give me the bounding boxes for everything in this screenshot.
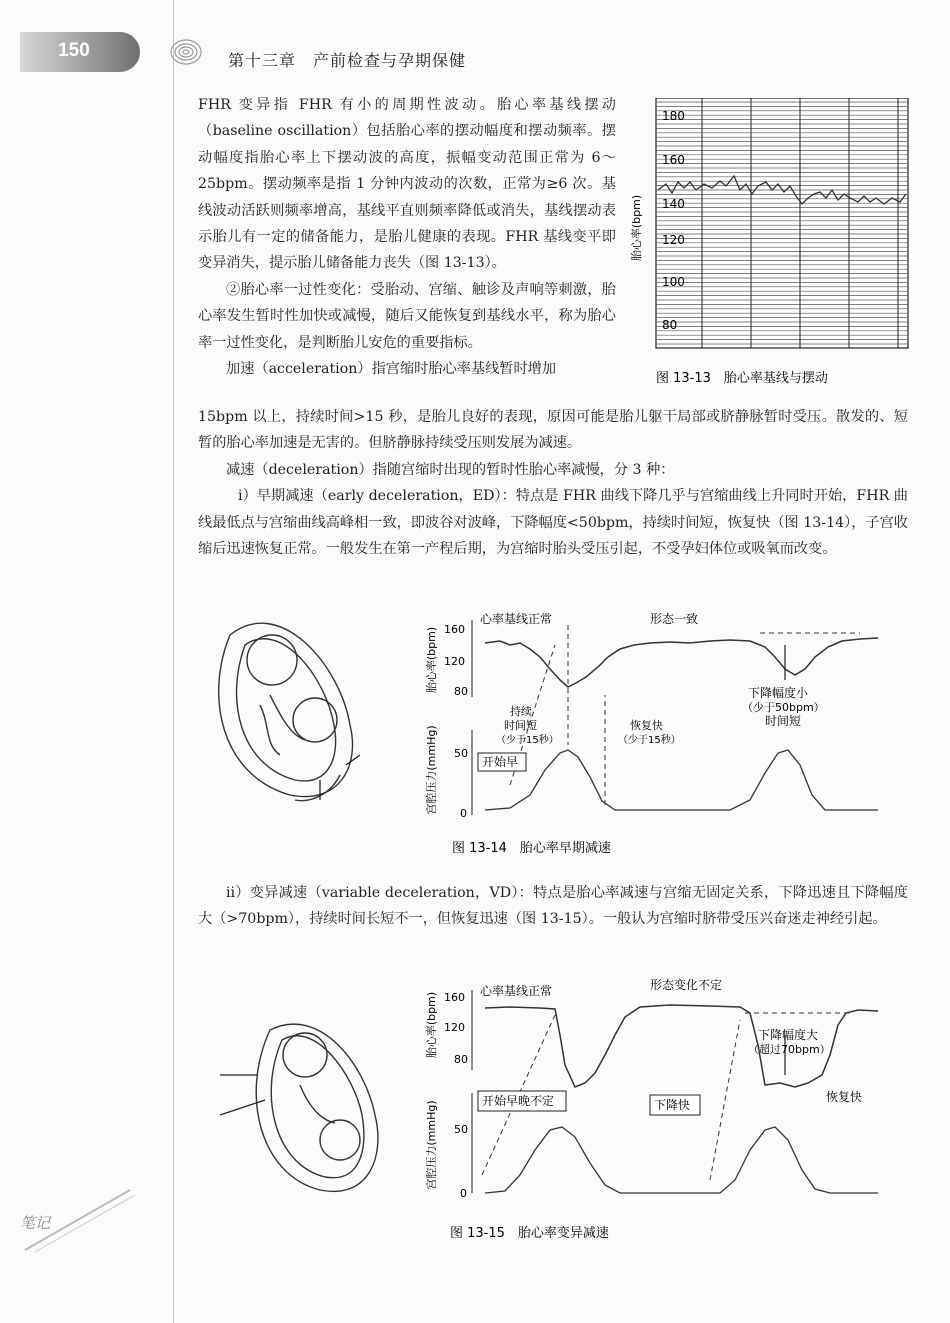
fig15-label-big-2: （超过70bpm） — [748, 1043, 831, 1056]
fig15-ua-trace — [485, 1127, 878, 1193]
decorative-swirl-icon — [168, 34, 204, 70]
text-column-left — [198, 92, 616, 382]
fig14-label-dur-2: 时间短 — [504, 719, 537, 732]
figure-13-14 — [210, 605, 900, 865]
fig15-ylabel-ua: 宫腔压力(mmHg) — [425, 1100, 438, 1190]
margin-note-label: 笔记 — [20, 1214, 51, 1232]
margin-rule — [173, 0, 174, 1323]
fig14-ua-trace — [485, 750, 878, 810]
fig14-label-small-2: （少于50bpm） — [742, 701, 825, 714]
fig14-ylabel-ua: 宫腔压力(mmHg) — [425, 725, 438, 815]
paragraph-variable-deceleration: ⅱ）变异减速（variable deceleration，VD）：特点是胎心率减速与宫缩无固定关系，下降迅速且下降幅度大（>70bpm），持续时间长短不一，但恢复迅速（图 13-15）。一般认为宫缩时脐带受压兴奋迷走神经引起。 — [198, 885, 908, 928]
fig15-tick-0: 0 — [460, 1187, 467, 1200]
fig14-label-dur-1: 持续 — [510, 705, 532, 718]
paragraph-fhr-variability: FHR 变异指 FHR 有小的周期性波动。胎心率基线摆动（baseline oscillation）包括胎心率的摆动幅度和摆动频率。摆动幅度指胎心率上下摆动波的高度，振幅变动范围正常为 6～25bpm。摆动频率是指 1 分钟内波动的次数，正常为≥6 次。基线波动活跃则频率增高，基线平直则频率降低或消失，基线摆动表示胎儿有一定的储备能力，是胎儿健康的表现。FHR 基线变平即变异消失，提示胎儿储备能力丧失（图 13-13）。 — [198, 97, 616, 272]
fig14-label-dur-3: （少于15秒） — [496, 735, 559, 746]
fig14-label-small-1: 下降幅度小 — [748, 686, 809, 700]
chapter-title: 第十三章 产前检查与孕期保健 — [228, 51, 467, 70]
fig15-tick-120: 120 — [444, 1021, 465, 1034]
fig13-tick-160: 160 — [662, 153, 685, 167]
fig14-label-start: 开始早 — [482, 755, 519, 769]
fig13-tick-120: 120 — [662, 233, 685, 247]
fig14-tick-50: 50 — [454, 747, 468, 760]
fig14-caption: 图 13-14 胎心率早期减速 — [452, 841, 611, 856]
fig15-label-normal: 心率基线正常 — [480, 984, 553, 998]
fig15-label-variable: 形态变化不定 — [650, 978, 723, 992]
fig15-caption: 图 13-15 胎心率变异减速 — [450, 1226, 609, 1241]
fig14-label-consistent: 形态一致 — [650, 612, 699, 626]
paragraph-early-deceleration: ⅰ）早期减速（early deceleration，ED）：特点是 FHR 曲线下降几乎与宫缩曲线上升同时开始，FHR 曲线最低点与宫缩曲线高峰相一致，即波谷对波峰，下降幅度<50bpm，持续时间短，恢复快（图 13-14），子宫收缩后迅速恢复正常。一般发生在第一产程后期，为宫缩时胎头受压引起，不受孕妇体位或吸氧而改变。 — [198, 488, 908, 558]
text-column-full-2 — [198, 880, 908, 933]
fig13-tick-140: 140 — [662, 197, 685, 211]
fig14-tick-0: 0 — [460, 807, 467, 820]
figure-13-15 — [210, 975, 900, 1250]
fig14-label-normal: 心率基线正常 — [480, 612, 553, 626]
fig14-arrow-right — [346, 755, 360, 765]
fig15-tick-160: 160 — [444, 991, 465, 1004]
fig15-label-big-1: 下降幅度大 — [758, 1028, 819, 1042]
text-column-full-1 — [198, 404, 908, 562]
fig13-tick-180: 180 — [662, 109, 685, 123]
fig15-tick-80: 80 — [454, 1053, 468, 1066]
fig14-label-small-3: 时间短 — [765, 714, 802, 728]
fig15-label-recover: 恢复快 — [826, 1090, 863, 1104]
paragraph-acceleration-rest: 15bpm 以上，持续时间>15 秒，是胎儿良好的表现，原因可能是胎儿躯干局部或脐静脉暂时受压。散发的、短暂的胎心率加速是无害的。但脐静脉持续受压则发展为减速。 — [198, 409, 908, 452]
fig14-tick-160: 160 — [444, 623, 465, 636]
fig14-label-rec-2: （少于15秒） — [618, 735, 681, 746]
fig13-tick-80: 80 — [662, 318, 678, 332]
fig15-tick-50: 50 — [454, 1123, 468, 1136]
fig14-ylabel-fhr: 胎心率(bpm) — [425, 626, 438, 694]
paragraph-acceleration-start: 加速（acceleration）指宫缩时胎心率基线暂时增加 — [226, 361, 557, 378]
fig14-label-rec-1: 恢复快 — [630, 719, 663, 732]
fig15-label-drop: 下降快 — [654, 1098, 691, 1112]
fig15-ylabel-fhr: 胎心率(bpm) — [425, 991, 438, 1059]
fig15-fetus-illustration — [256, 1024, 378, 1191]
fig13-caption: 图 13-13 胎心率基线与摆动 — [656, 371, 828, 386]
fig13-frame — [656, 98, 908, 348]
page-number: 150 — [58, 40, 90, 61]
figure-13-13 — [626, 98, 916, 398]
fig13-tick-100: 100 — [662, 275, 685, 289]
fig14-fetus-illustration — [219, 623, 353, 800]
fig13-ylabel: 胎心率(bpm) — [630, 194, 643, 262]
margin-note-decoration — [20, 1180, 140, 1260]
fig14-tick-80: 80 — [454, 685, 468, 698]
fig15-label-start: 开始早晚不定 — [482, 1094, 555, 1108]
paragraph-transient-change: ②胎心率一过性变化：受胎动、宫缩、触诊及声响等刺激，胎心率发生暂时性加快或减慢，随后又能恢复到基线水平，称为胎心率一过性变化，是判断胎儿安危的重要指标。 — [198, 281, 616, 351]
paragraph-deceleration: 减速（deceleration）指随宫缩时出现的暂时性胎心率减慢，分 3 种： — [226, 461, 675, 478]
fig14-tick-120: 120 — [444, 655, 465, 668]
